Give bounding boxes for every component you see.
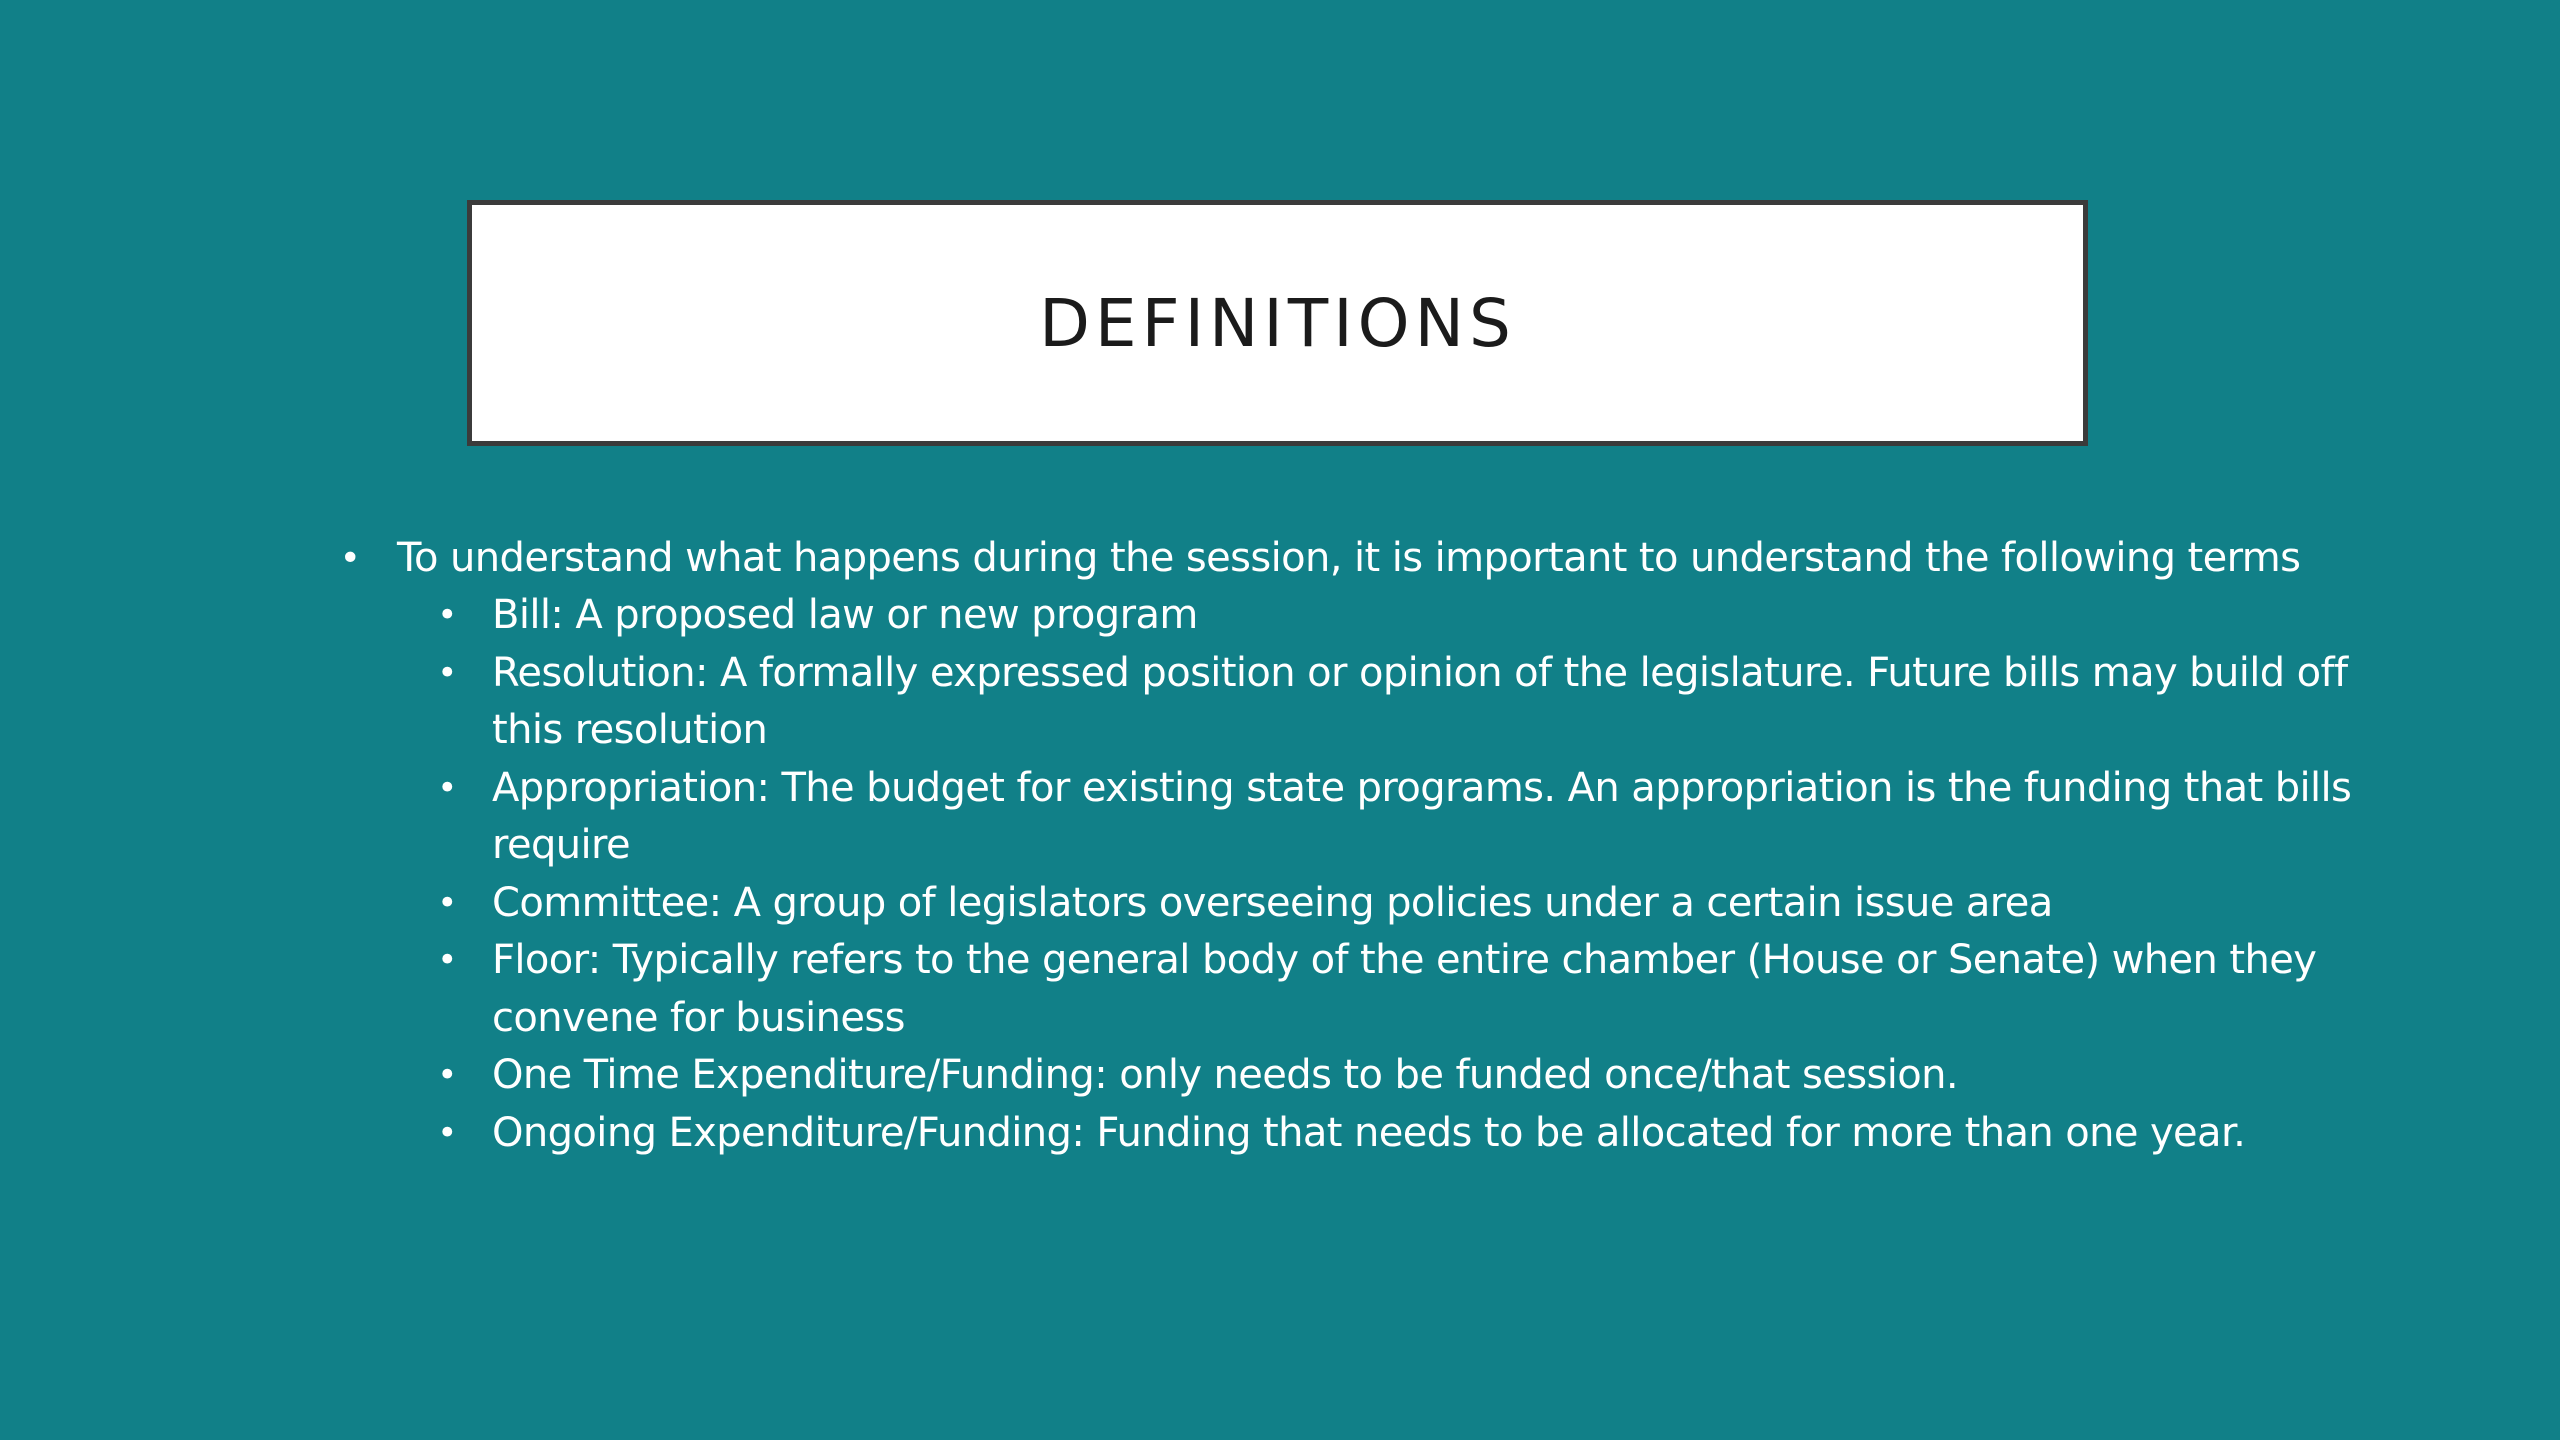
term-item-appropriation bbox=[427, 760, 2410, 875]
term-item-bill bbox=[427, 587, 2410, 645]
bullet-list bbox=[330, 530, 2410, 1162]
bullet-icon: • bbox=[437, 1112, 457, 1153]
bullet-icon: • bbox=[437, 1055, 457, 1095]
term-text: Bill: A proposed law or new program bbox=[492, 592, 1198, 638]
term-item-one-time-funding bbox=[427, 1047, 2410, 1105]
term-text: Floor: Typically refers to the general body of the entire chamber (House or Senate) when they convene for business bbox=[492, 937, 2317, 1041]
term-text: Committee: A group of legislators overseeing policies under a certain issue area bbox=[492, 879, 2053, 926]
term-item-floor bbox=[427, 932, 2410, 1047]
bullet-icon: • bbox=[437, 767, 457, 808]
bullet-icon: • bbox=[339, 538, 361, 579]
slide-title: DEFINITIONS bbox=[1039, 284, 1516, 362]
bullet-icon: • bbox=[437, 882, 457, 923]
bullet-icon: • bbox=[437, 595, 457, 635]
term-text: Ongoing Expenditure/Funding: Funding that needs to be allocated for more than one year. bbox=[492, 1109, 2246, 1156]
intro-item bbox=[330, 530, 2410, 587]
term-text: Appropriation: The budget for existing state programs. An appropriation is the funding that bills require bbox=[492, 764, 2352, 868]
intro-text: To understand what happens during the session, it is important to understand the following terms bbox=[397, 535, 2301, 581]
title-box bbox=[467, 200, 2088, 446]
term-text: One Time Expenditure/Funding: only needs to be funded once/that session. bbox=[492, 1052, 1958, 1098]
term-item-committee bbox=[427, 875, 2410, 933]
bullet-icon: • bbox=[437, 652, 457, 693]
term-item-resolution bbox=[427, 645, 2410, 760]
bullet-icon: • bbox=[437, 940, 457, 980]
term-item-ongoing-funding bbox=[427, 1105, 2410, 1163]
terms-list bbox=[427, 587, 2410, 1162]
term-text: Resolution: A formally expressed position or opinion of the legislature. Future bills may build off this resolution bbox=[492, 649, 2348, 753]
